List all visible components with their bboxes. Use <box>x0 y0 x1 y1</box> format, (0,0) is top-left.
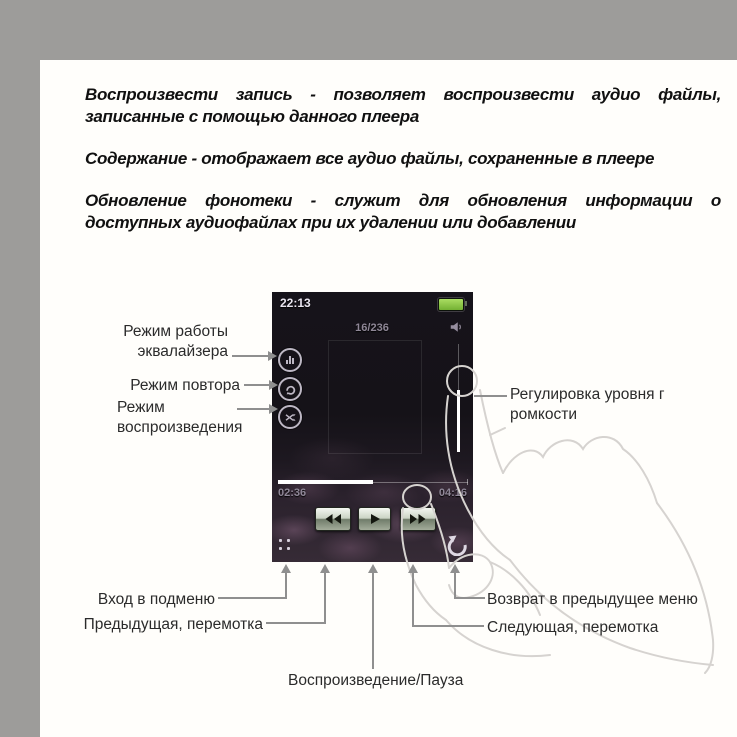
connector-line <box>474 395 507 397</box>
callout-next: Следующая, перемотка <box>487 619 659 636</box>
arrowhead <box>269 404 278 414</box>
battery-icon <box>438 298 464 311</box>
progress-bar[interactable] <box>278 480 373 484</box>
elapsed-time: 02:36 <box>278 487 307 499</box>
play-pause-button[interactable] <box>358 507 391 531</box>
callout-back-menu: Возврат в предыдущее меню <box>487 591 698 608</box>
connector-line <box>372 572 374 669</box>
volume-icon <box>449 320 463 334</box>
connector-line <box>412 572 414 627</box>
clock-text: 22:13 <box>280 296 311 310</box>
callout-previous: Предыдущая, перемотка <box>83 616 263 633</box>
previous-button[interactable] <box>315 507 351 531</box>
play-icon <box>369 513 381 525</box>
arrowhead <box>368 564 378 573</box>
arrowhead <box>320 564 330 573</box>
connector-line <box>218 597 287 599</box>
connector-line <box>232 355 268 357</box>
intro-text <box>85 84 721 254</box>
repeat-icon[interactable] <box>278 377 302 401</box>
equalizer-icon[interactable] <box>278 348 302 372</box>
connector-line <box>454 572 456 599</box>
callout-equalizer-mode: Режим работы эквалайзера <box>123 323 228 360</box>
callout-submenu: Вход в подменю <box>97 591 215 608</box>
paragraph-play-record: Воспроизвести запись - позволяет воспроизвести аудио файлы, записанные с помощью данного плеера <box>85 85 721 126</box>
paragraph-contents: Содержание - отображает все аудио файлы, сохраненные в плеере <box>85 149 655 168</box>
connector-line <box>324 572 326 624</box>
callout-play-pause: Воспроизведение/Пауза <box>288 672 464 689</box>
arrowhead <box>268 351 277 361</box>
previous-icon <box>323 513 343 525</box>
connector-line <box>266 622 326 624</box>
arrowhead <box>281 564 291 573</box>
menu-dots-icon[interactable] <box>279 539 290 550</box>
paragraph-library-update: Обновление фонотеки - служит для обновления информации о доступных аудиофайлах при их удалении или добавлении <box>85 191 721 232</box>
total-time: 04:16 <box>438 487 467 499</box>
connector-line <box>237 408 269 410</box>
connector-line <box>244 384 269 386</box>
callout-repeat-mode: Режим повтора <box>130 377 240 394</box>
arrowhead <box>408 564 418 573</box>
arrowhead <box>450 564 460 573</box>
shuffle-icon[interactable] <box>278 405 302 429</box>
callout-volume-control: Регулировка уровня г ромкости <box>510 386 665 423</box>
track-counter: 16/236 <box>355 322 389 334</box>
connector-line <box>455 597 485 599</box>
arrowhead <box>269 380 278 390</box>
callout-play-mode: Режим воспроизведения <box>117 399 243 436</box>
connector-line <box>413 625 484 627</box>
connector-line <box>285 572 287 599</box>
